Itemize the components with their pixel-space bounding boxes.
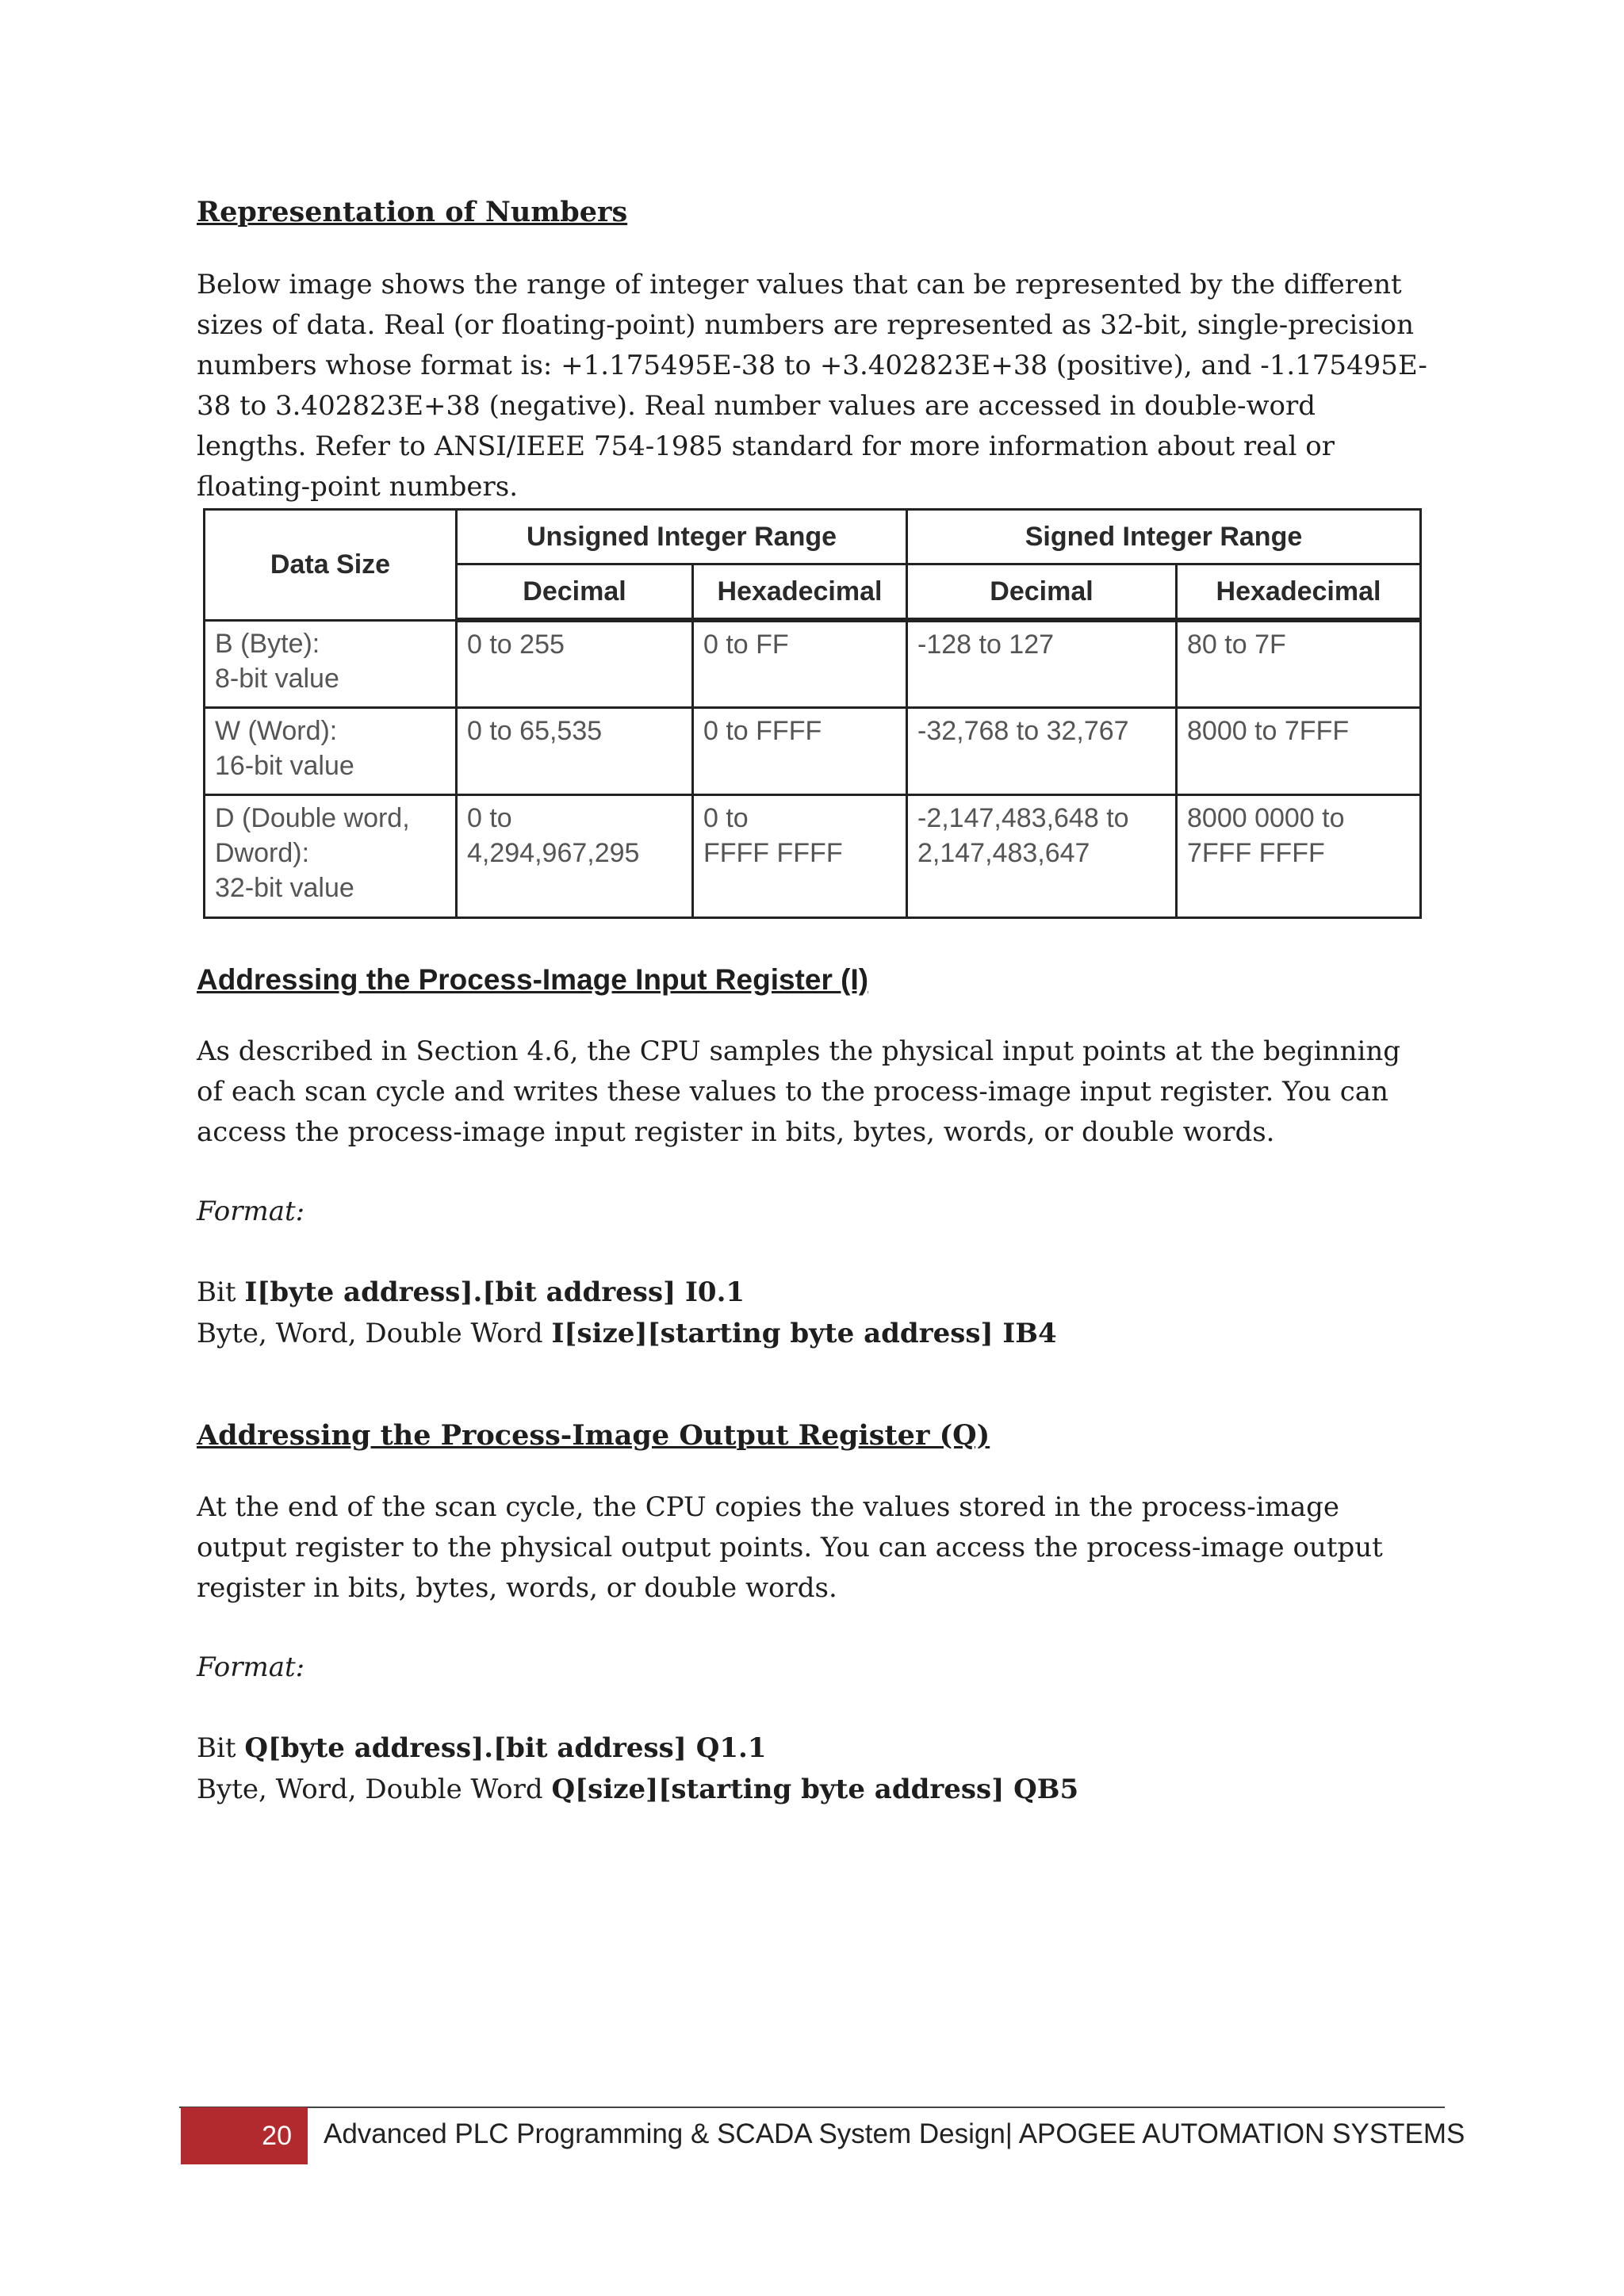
bwd-format-line-output: [197, 1774, 1078, 1805]
heading-input-register: Addressing the Process-Image Input Register (I): [197, 963, 869, 996]
paragraph-representation: Below image shows the range of integer values that can be represented by the different sizes of data. Real (or floating-point) numbers are represented as 32-bit, single-precision numbers whose format is: +1.175495E-38 to +3.402823E+38 (positive), and -1.175495E-38 to 3.402823E+38 (negative). Real number values are accessed in double-word lengths. Refer to ANSI/IEEE 754-1985 standard for more information about real or floating-point numbers.: [197, 269, 1427, 503]
format-label-output: Format:: [197, 1651, 305, 1683]
subheader-unsigned-decimal: Decimal: [457, 564, 693, 621]
subheader-signed-hex: Hexadecimal: [1177, 564, 1421, 621]
table-cell: 0 to FFFF FFFF: [693, 795, 907, 918]
bwd-format: Q[size][starting byte address] QB5: [551, 1774, 1079, 1805]
table-cell: 8000 0000 to 7FFF FFFF: [1177, 795, 1421, 918]
bwd-label: Byte, Word, Double Word: [197, 1774, 552, 1805]
subheader-signed-decimal: Decimal: [907, 564, 1177, 621]
footer-rule: [179, 2107, 1445, 2108]
bit-format-line-input: [197, 1276, 745, 1308]
table-cell: 8000 to 7FFF: [1177, 707, 1421, 794]
subheader-unsigned-hex: Hexadecimal: [693, 564, 907, 621]
format-label-input: Format:: [197, 1196, 305, 1227]
table-header-row: [205, 510, 1421, 564]
table-cell: 0 to 65,535: [457, 707, 693, 794]
table-cell: -32,768 to 32,767: [907, 707, 1177, 794]
table-cell: 0 to 4,294,967,295: [457, 795, 693, 918]
table-cell: -128 to 127: [907, 620, 1177, 707]
heading-output-register: Addressing the Process-Image Output Register (Q): [197, 1419, 990, 1452]
header-data-size: Data Size: [205, 510, 457, 621]
table-cell: D (Double word, Dword): 32-bit value: [205, 795, 457, 918]
paragraph-input-register: As described in Section 4.6, the CPU samples the physical input points at the beginning of each scan cycle and writes these values to the process-image input register. You can access the process-image input register in bits, bytes, words, or double words.: [197, 1035, 1401, 1148]
header-unsigned-range: Unsigned Integer Range: [457, 510, 907, 564]
header-signed-range: Signed Integer Range: [907, 510, 1421, 564]
bwd-format: I[size][starting byte address] IB4: [551, 1318, 1057, 1349]
table-cell: 0 to FF: [693, 620, 907, 707]
heading-representation-of-numbers: Representation of Numbers: [197, 196, 628, 228]
table-cell: -2,147,483,648 to 2,147,483,647: [907, 795, 1177, 918]
table-cell: W (Word): 16-bit value: [205, 707, 457, 794]
table-row: [205, 795, 1421, 918]
table-row: [205, 620, 1421, 707]
table-row: [205, 707, 1421, 794]
bit-label: Bit: [197, 1732, 245, 1764]
table-cell: B (Byte): 8-bit value: [205, 620, 457, 707]
bit-format: I[byte address].[bit address] I0.1: [244, 1276, 745, 1308]
page-number-badge: 20: [181, 2107, 308, 2164]
table-cell: 0 to FFFF: [693, 707, 907, 794]
footer-title: Advanced PLC Programming & SCADA System Design| APOGEE AUTOMATION SYSTEMS: [324, 2118, 1465, 2149]
bwd-format-line-input: [197, 1318, 1057, 1349]
table-cell: 80 to 7F: [1177, 620, 1421, 707]
bit-label: Bit: [197, 1276, 245, 1308]
integer-range-table: [203, 508, 1422, 919]
bit-format: Q[byte address].[bit address] Q1.1: [244, 1732, 767, 1764]
paragraph-output-register: At the end of the scan cycle, the CPU copies the values stored in the process-image output register to the physical output points. You can access the process-image output register in bits, bytes, words, or double words.: [197, 1491, 1383, 1604]
bit-format-line-output: [197, 1732, 767, 1764]
bwd-label: Byte, Word, Double Word: [197, 1318, 552, 1349]
table-cell: 0 to 255: [457, 620, 693, 707]
